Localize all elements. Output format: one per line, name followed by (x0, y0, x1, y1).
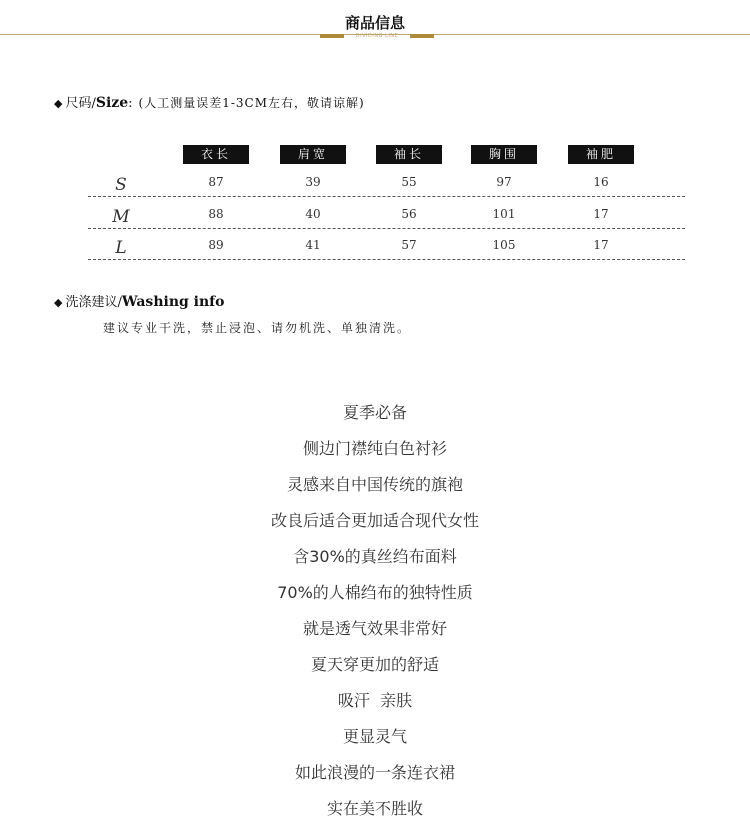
row-size-label: L (115, 238, 127, 258)
table-cell: 101 (492, 207, 516, 221)
table-cell: 55 (401, 175, 417, 189)
header-subtitle: DIVIDING LINE (355, 33, 399, 39)
table-header-shoulder: 肩宽 (280, 145, 346, 164)
description-line: 改良后适合更加适合现代女性 (270, 511, 479, 530)
table-cell: 16 (593, 175, 609, 189)
header-accent-left (320, 34, 344, 38)
description-line: 夏天穿更加的舒适 (310, 655, 439, 674)
table-header-sleeve: 袖长 (376, 145, 442, 164)
diamond-bullet-icon: ◆ (54, 97, 63, 110)
washing-label-cn: 洗涤建议/ (65, 295, 122, 310)
page-title: 商品信息 (344, 14, 405, 32)
table-cell: 41 (305, 238, 321, 252)
table-cell: 89 (208, 238, 224, 252)
table-header-sleeve-width: 袖肥 (568, 145, 634, 164)
size-section-heading (54, 92, 365, 111)
washing-section-heading (54, 291, 225, 310)
description-line: 如此浪漫的一条连衣裙 (294, 763, 455, 782)
description-line: 吸汗 亲肤 (337, 691, 413, 710)
description-line: 含30%的真丝绉布面料 (293, 547, 457, 566)
size-label-cn: 尺码/ (65, 96, 96, 111)
description-line: 灵感来自中国传统的旗袍 (286, 475, 463, 494)
row-size-label: M (112, 207, 130, 227)
description-line: 70%的人棉绉布的独特性质 (277, 583, 473, 602)
size-measure-note: (人工测量误差1-3CM左右，敬请谅解) (138, 96, 365, 110)
table-cell: 57 (401, 238, 417, 252)
table-cell: 56 (401, 207, 417, 221)
table-cell: 40 (305, 207, 321, 221)
table-cell: 88 (208, 207, 224, 221)
size-label-colon: : (128, 96, 133, 111)
description-line: 夏季必备 (342, 403, 407, 422)
row-divider (88, 259, 685, 260)
table-cell: 105 (492, 238, 516, 252)
size-label-en: Size (95, 95, 129, 111)
table-cell: 17 (593, 207, 609, 221)
table-header-chest: 胸围 (471, 145, 537, 164)
description-line: 侧边门襟纯白色衬衫 (302, 439, 447, 458)
description-line: 就是透气效果非常好 (302, 619, 447, 638)
row-divider (88, 228, 685, 229)
row-divider (88, 196, 685, 197)
table-header-length: 衣长 (183, 145, 249, 164)
description-line: 实在美不胜收 (326, 799, 423, 818)
description-line: 更显灵气 (342, 727, 407, 746)
diamond-bullet-icon: ◆ (54, 296, 63, 309)
row-size-label: S (115, 175, 127, 195)
washing-instructions: 建议专业干洗，禁止浸泡、请勿机洗、单独清洗。 (103, 321, 412, 335)
table-cell: 87 (208, 175, 224, 189)
header-accent-right (410, 34, 434, 38)
table-cell: 39 (305, 175, 321, 189)
washing-label-en: Washing info (121, 294, 225, 310)
table-cell: 17 (593, 238, 609, 252)
table-cell: 97 (496, 175, 512, 189)
